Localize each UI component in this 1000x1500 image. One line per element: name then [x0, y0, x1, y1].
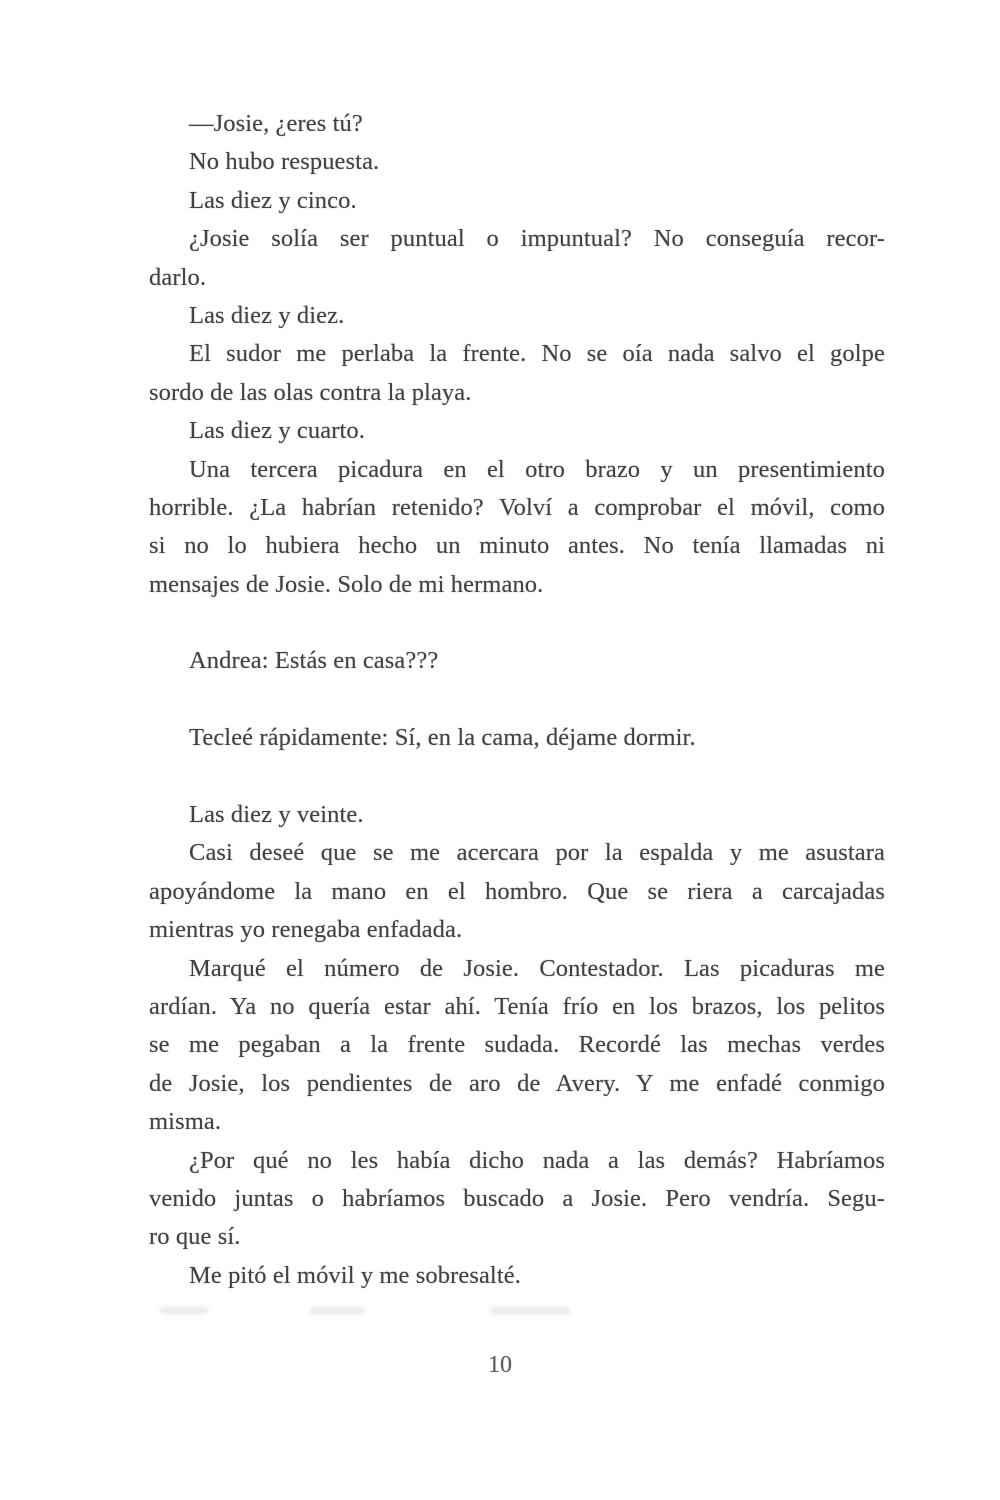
blank-line: [149, 681, 885, 719]
text-line: sordo de las olas contra la playa.: [149, 378, 472, 406]
text-line: misma.: [149, 1108, 222, 1136]
scan-smudge: [160, 1307, 208, 1314]
text-line: El sudor me perlaba la frente. No se oía nada salvo el golpe: [189, 340, 885, 368]
body-text: [149, 105, 885, 1295]
text-line: si no lo hubiera hecho un minuto antes. No tenía llamadas ni: [149, 532, 885, 560]
text-line: Andrea: Estás en casa???: [189, 647, 439, 675]
blank-line: [149, 758, 885, 796]
text-line: ¿Josie solía ser puntual o impuntual? No conseguía recor-: [189, 225, 885, 253]
text-line: Las diez y diez.: [189, 301, 345, 329]
text-line: se me pegaban a la frente sudada. Recordé las mechas verdes: [149, 1031, 885, 1059]
text-line: ardían. Ya no quería estar ahí. Tenía frío en los brazos, los pelitos: [149, 992, 885, 1020]
text-line: Una tercera picadura en el otro brazo y un presentimiento: [189, 455, 885, 483]
scan-smudge: [490, 1307, 570, 1314]
text-line: Tecleé rápidamente: Sí, en la cama, déjame dormir.: [189, 724, 696, 752]
text-line: ro que sí.: [149, 1223, 241, 1251]
text-line: No hubo respuesta.: [189, 148, 380, 176]
text-line: horrible. ¿La habrían retenido? Volví a comprobar el móvil, como: [149, 493, 885, 521]
text-line: Casi deseé que se me acercara por la espalda y me asustara: [189, 839, 885, 867]
text-line: mientras yo renegaba enfadada.: [149, 916, 463, 944]
text-line: de Josie, los pendientes de aro de Avery. Y me enfadé conmigo: [149, 1069, 885, 1097]
text-line: Me pitó el móvil y me sobresalté.: [189, 1261, 521, 1289]
text-line: apoyándome la mano en el hombro. Que se riera a carcajadas: [149, 877, 885, 905]
text-line: Las diez y cuarto.: [189, 417, 365, 445]
text-line: Las diez y veinte.: [189, 801, 364, 829]
text-line: venido juntas o habríamos buscado a Josie. Pero vendría. Segu-: [149, 1184, 885, 1212]
text-line: Marqué el número de Josie. Contestador. Las picaduras me: [189, 954, 885, 982]
text-line: mensajes de Josie. Solo de mi hermano.: [149, 570, 544, 598]
scan-artifact: [160, 1307, 590, 1315]
blank-line: [149, 604, 885, 642]
scan-smudge: [310, 1307, 365, 1314]
text-line: —Josie, ¿eres tú?: [189, 110, 363, 137]
page-number: 10: [488, 1352, 512, 1378]
text-line: Las diez y cinco.: [189, 186, 357, 214]
text-line: ¿Por qué no les había dicho nada a las demás? Habríamos: [189, 1146, 885, 1174]
text-line: darlo.: [149, 263, 207, 291]
